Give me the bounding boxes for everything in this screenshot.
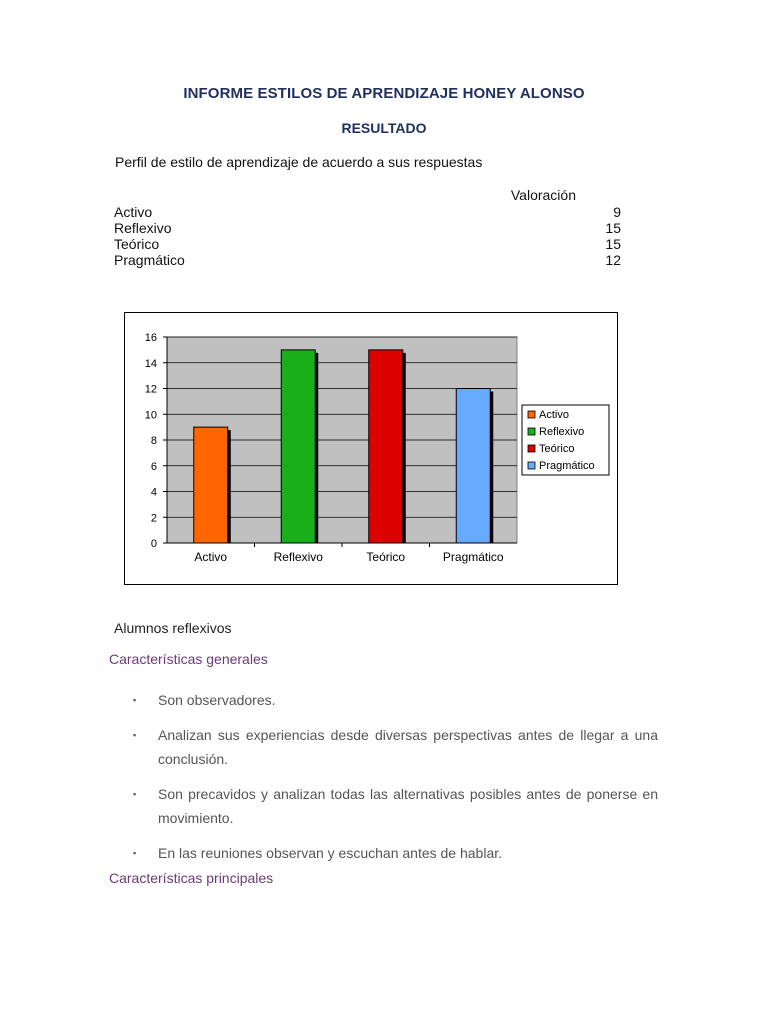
y-tick-label: 16 bbox=[144, 332, 157, 344]
y-tick-label: 10 bbox=[144, 409, 157, 422]
chart-canvas bbox=[125, 313, 617, 584]
list-item bbox=[133, 841, 658, 865]
score-row-reflexivo bbox=[114, 220, 622, 236]
list-item-text: Son precavidos y analizan todas las alternativas posibles antes de ponerse en movimiento. bbox=[158, 786, 658, 826]
x-tick-label: Reflexivo bbox=[273, 550, 323, 564]
score-table bbox=[114, 187, 622, 268]
score-header: Valoración bbox=[510, 187, 576, 203]
list-item-text: En las reuniones observan y escuchan antes de hablar. bbox=[158, 845, 503, 861]
legend-swatch bbox=[528, 445, 535, 452]
legend-label: Reflexivo bbox=[539, 426, 585, 438]
x-tick-label: Teórico bbox=[366, 550, 406, 564]
y-tick-label: 12 bbox=[144, 383, 157, 396]
score-value: 15 bbox=[605, 236, 621, 252]
list-item-text: Son observadores. bbox=[158, 692, 276, 708]
score-value: 9 bbox=[613, 204, 621, 220]
score-label: Activo bbox=[114, 204, 153, 220]
bullet-square-icon: ▪ bbox=[133, 789, 137, 799]
legend-label: Pragmático bbox=[539, 460, 595, 472]
list-item bbox=[133, 723, 658, 771]
score-value: 15 bbox=[605, 220, 621, 236]
score-row-activo bbox=[114, 204, 622, 220]
bullet-square-icon: ▪ bbox=[133, 848, 137, 858]
legend-swatch bbox=[528, 462, 535, 469]
list-item bbox=[133, 688, 658, 712]
legend-label: Teórico bbox=[539, 443, 575, 455]
x-tick-label: Pragmático bbox=[442, 550, 504, 564]
result-heading: RESULTADO bbox=[341, 120, 427, 136]
legend-swatch bbox=[528, 411, 535, 418]
score-label: Reflexivo bbox=[114, 220, 172, 236]
legend-swatch bbox=[528, 428, 535, 435]
score-label: Pragmático bbox=[114, 252, 185, 268]
legend-label: Activo bbox=[539, 409, 569, 421]
bar-teórico bbox=[369, 350, 403, 543]
list-item-text: Analizan sus experiencias desde diversas perspectivas antes de llegar a una conclusión. bbox=[158, 727, 658, 767]
y-tick-label: 0 bbox=[150, 538, 157, 550]
list-item bbox=[133, 782, 658, 830]
bar-activo bbox=[194, 427, 228, 543]
report-title: INFORME ESTILOS DE APRENDIZAJE HONEY ALONSO bbox=[183, 85, 585, 102]
bullet-square-icon: ▪ bbox=[133, 695, 137, 705]
bullet-square-icon: ▪ bbox=[133, 730, 137, 740]
y-tick-label: 8 bbox=[150, 435, 157, 447]
y-tick-label: 14 bbox=[144, 357, 157, 370]
x-tick-label: Activo bbox=[194, 550, 228, 564]
score-value: 12 bbox=[605, 252, 621, 268]
style-bar-chart bbox=[124, 312, 618, 585]
main-characteristics-heading: Características principales bbox=[109, 870, 274, 886]
score-row-teorico bbox=[114, 236, 622, 252]
characteristics-list bbox=[133, 688, 658, 876]
profile-intro: Perfil de estilo de aprendizaje de acuerdo a sus respuestas bbox=[115, 154, 483, 170]
y-tick-label: 6 bbox=[150, 460, 157, 473]
y-tick-label: 4 bbox=[150, 486, 157, 499]
score-label: Teórico bbox=[114, 236, 160, 252]
y-tick-label: 2 bbox=[150, 512, 157, 525]
bar-pragmático bbox=[456, 389, 490, 544]
score-row-pragmatico bbox=[114, 252, 622, 268]
student-type-label: Alumnos reflexivos bbox=[114, 620, 232, 636]
general-characteristics-heading: Características generales bbox=[109, 651, 268, 667]
bar-reflexivo bbox=[281, 350, 315, 543]
